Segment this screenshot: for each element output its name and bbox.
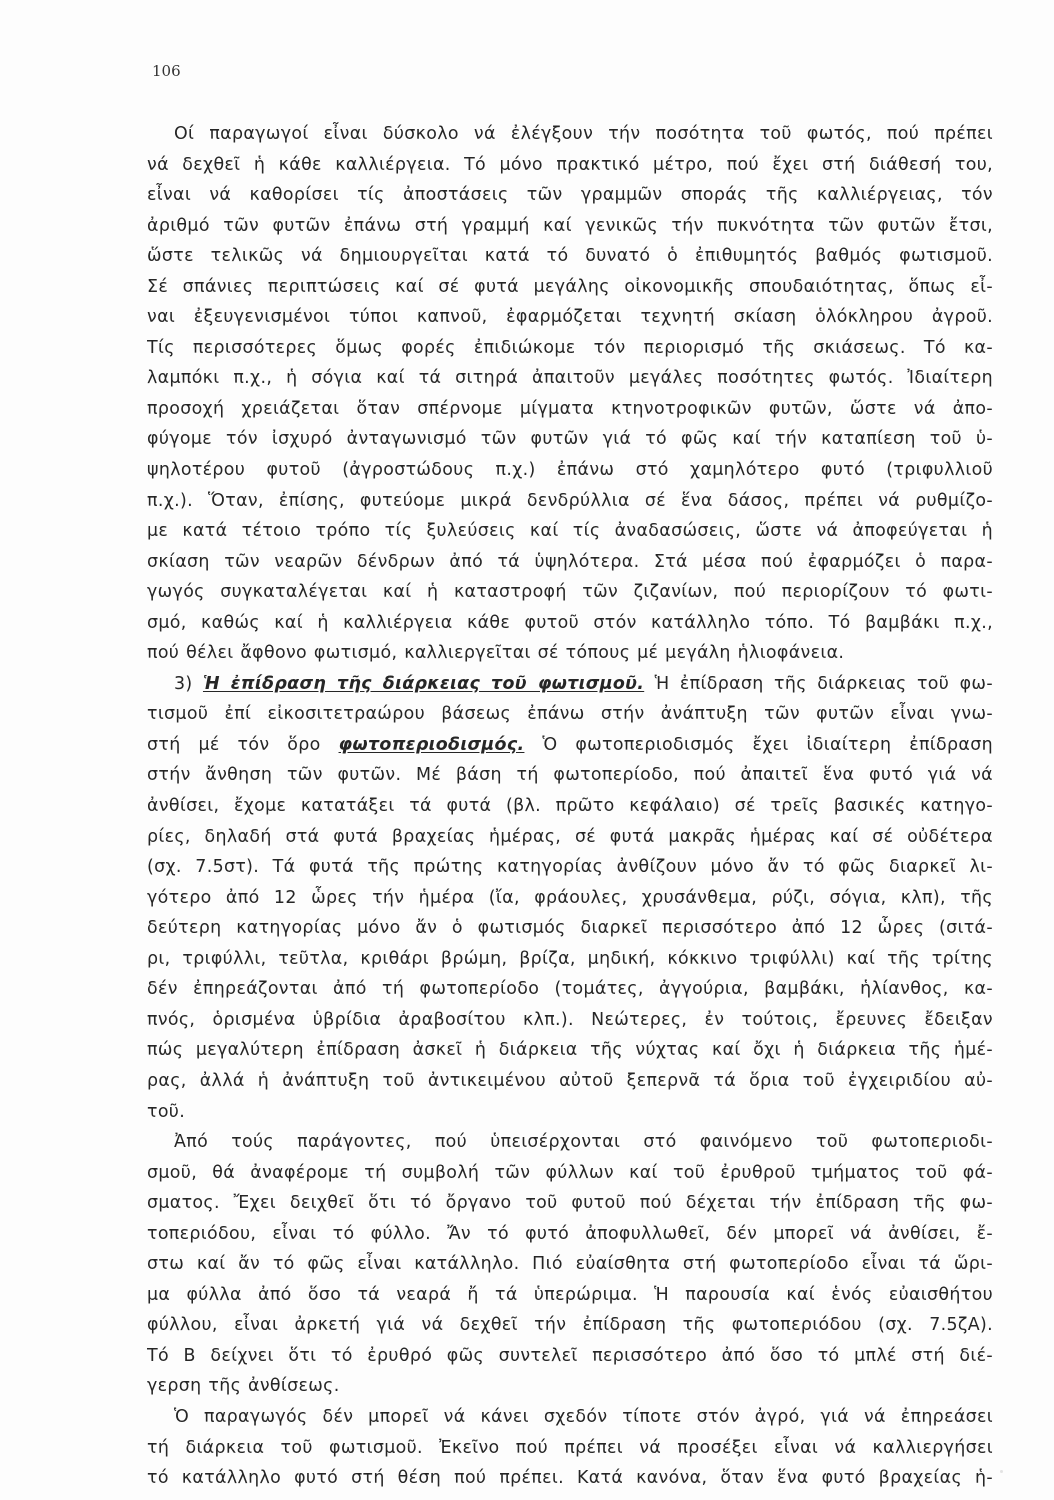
- page-number: 106: [152, 62, 181, 80]
- text-line: σματος. Ἔχει δειχθεῖ ὅτι τό ὄργανο τοῦ φυτοῦ πού δέχεται τήν ἐπίδραση τῆς φω-: [147, 1193, 993, 1214]
- text-line: στήν ἄνθηση τῶν φυτῶν. Μέ βάση τή φωτοπερίοδο, πού ἀπαιτεῖ ἕνα φυτό γιά νά: [147, 765, 993, 786]
- text-line: (σχ. 7.5στ). Τά φυτά τῆς πρώτης κατηγορίας ἀνθίζουν μόνο ἄν τό φῶς διαρκεῖ λι-: [147, 857, 993, 878]
- text-line: τοῦ.: [147, 1101, 186, 1122]
- text-line: μα φύλλα ἀπό ὅσο τά νεαρά ἤ τά ὑπερώριμα. Ἡ παρουσία καί ἑνός εὐαισθήτου: [147, 1284, 993, 1305]
- text-line: τό κατάλληλο φυτό στή θέση πού πρέπει. Κατά κανόνα, ὅταν ἕνα φυτό βραχείας ἡ-: [147, 1468, 993, 1489]
- body-text: [147, 119, 993, 1494]
- text-line: Ὁ παραγωγός δέν μπορεῖ νά κάνει σχεδόν τίποτε στόν ἀγρό, γιά νά ἐπηρεάσει: [174, 1406, 993, 1427]
- text-line: ψηλοτέρου φυτοῦ (ἀγροστώδους π.χ.) ἐπάνω στό χαμηλότερο φυτό (τριφυλλιοῦ: [147, 460, 993, 481]
- text-line: ρι, τριφύλλι, τεῦτλα, κριθάρι βρώμη, βρίζα, μηδική, κόκκινο τριφύλλι) καί τῆς τρίτης: [147, 948, 993, 969]
- text-line: Τό Β δείχνει ὅτι τό ἐρυθρό φῶς συντελεῖ περισσότερο ἀπό ὅσο τό μπλέ στή διέ-: [147, 1345, 993, 1366]
- text-line: φύγομε τόν ἰσχυρό ἀνταγωνισμό τῶν φυτῶν γιά τό φῶς καί τήν καταπίεση τοῦ ὑ-: [147, 429, 993, 450]
- text-line: πνός, ὁρισμένα ὑβρίδια ἀραβοσίτου κλπ.). Νεώτερες, ἐν τούτοις, ἔρευνες ἔδειξαν: [147, 1009, 993, 1030]
- text-line: ἀνθίσει, ἔχομε κατατάξει τά φυτά (βλ. πρῶτο κεφάλαιο) σέ τρεῖς βασικές κατηγο-: [147, 796, 993, 817]
- text-line: με κατά τέτοιο τρόπο τίς ξυλεύσεις καί τίς ἀναδασώσεις, ὥστε νά ἀποφεύγεται ἡ: [147, 521, 993, 542]
- text-line: γωγός συγκαταλέγεται καί ἡ καταστροφή τῶν ζιζανίων, πού περιορίζουν τό φωτι-: [147, 582, 993, 603]
- text-line: τή διάρκεια τοῦ φωτισμοῦ. Ἐκεῖνο πού πρέπει νά προσέξει εἶναι νά καλλιεργήσει: [147, 1437, 993, 1458]
- text-line: π.χ.). Ὅταν, ἐπίσης, φυτεύομε μικρά δενδρύλλια σέ ἕνα δάσος, πρέπει νά ρυθμίζο-: [147, 490, 993, 511]
- section-heading: Ἡ ἐπίδραση τῆς διάρκειας τοῦ φωτισμοῦ.: [202, 673, 645, 694]
- text-span: Ὁ φωτοπεριοδισμός ἔχει ἰδιαίτερη ἐπίδραση: [542, 734, 993, 755]
- text-line: πώς μεγαλύτερη ἐπίδραση ἀσκεῖ ἡ διάρκεια τῆς νύχτας καί ὄχι ἡ διάρκεια τῆς ἡμέ-: [147, 1040, 993, 1061]
- key-term: φωτοπεριοδισμός.: [338, 734, 525, 755]
- text-line: εἶναι νά καθορίσει τίς ἀποστάσεις τῶν γραμμῶν σποράς τῆς καλλιέργειας, τόν: [147, 185, 993, 206]
- text-line: σμό, καθώς καί ἡ καλλιέργεια κάθε φυτοῦ στόν κατάλληλο τόπο. Τό βαμβάκι π.χ.,: [147, 612, 993, 633]
- text-line: δέν ἐπηρεάζονται ἀπό τή φωτοπερίοδο (τομάτες, ἀγγούρια, βαμβάκι, ἡλίανθος, κα-: [147, 979, 993, 1000]
- text-line: ρας, ἀλλά ἡ ἀνάπτυξη τοῦ ἀντικειμένου αὐτοῦ ξεπερνᾶ τά ὅρια τοῦ ἐγχειριδίου αὐ-: [147, 1070, 993, 1091]
- text-line: Τίς περισσότερες ὅμως φορές ἐπιδιώκομε τόν περιορισμό τῆς σκιάσεως. Τό κα-: [147, 337, 993, 358]
- text-line: γερση τῆς ἀνθίσεως.: [147, 1376, 340, 1397]
- text-line: σμοῦ, θά ἀναφέρομε τή συμβολή τῶν φύλλων καί τοῦ ἐρυθροῦ τμήματος τοῦ φά-: [147, 1162, 993, 1183]
- text-line: Σέ σπάνιες περιπτώσεις καί σέ φυτά μεγάλης οἰκονομικῆς σπουδαιότητας, ὅπως εἶ-: [147, 276, 993, 297]
- text-line: τοπεριόδου, εἶναι τό φύλλο. Ἄν τό φυτό ἀποφυλλωθεῖ, δέν μπορεῖ νά ἀνθίσει, ἔ-: [147, 1223, 993, 1244]
- section-heading-line: [147, 669, 993, 700]
- text-line: Οί παραγωγοί εἶναι δύσκολο νά ἐλέγξουν τήν ποσότητα τοῦ φωτός, πού πρέπει: [174, 124, 993, 144]
- text-line: ρίες, δηλαδή στά φυτά βραχείας ἡμέρας, σέ φυτά μακρᾶς ἡμέρας καί σέ οὐδέτερα: [147, 826, 993, 847]
- text-line: λαμπόκι π.χ., ἡ σόγια καί τά σιτηρά ἀπαιτοῦν μεγάλες ποσότητες φωτός. Ἰδιαίτερη: [147, 368, 993, 389]
- text-line: Ἀπό τούς παράγοντες, πού ὑπεισέρχονται στό φαινόμενο τοῦ φωτοπεριοδι-: [174, 1132, 993, 1153]
- text-span: στή μέ τόν ὅρο: [147, 734, 321, 755]
- text-line: προσοχή χρειάζεται ὅταν σπέρνομε μίγματα κτηνοτροφικῶν φυτῶν, ὥστε νά ἀπο-: [147, 398, 993, 419]
- text-line: ὥστε τελικῶς νά δημιουργεῖται κατά τό δυνατό ὁ ἐπιθυμητός βαθμός φωτισμοῦ.: [147, 246, 993, 267]
- text-line: τισμοῦ ἐπί εἰκοσιτετραώρου βάσεως ἐπάνω στήν ἀνάπτυξη τῶν φυτῶν εἶναι γνω-: [147, 704, 993, 725]
- text-line: ναι ἐξευγενισμένοι τύποι καπνοῦ, ἐφαρμόζεται τεχνητή σκίαση ὁλόκληρου ἀγροῦ.: [147, 307, 993, 328]
- text-line: ἀριθμό τῶν φυτῶν ἐπάνω στή γραμμή καί γενικῶς τήν πυκνότητα τῶν φυτῶν ἔτσι,: [147, 215, 993, 236]
- text-span: Ἡ ἐπίδραση τῆς διάρκειας τοῦ φω-: [654, 673, 993, 694]
- scan-speck: [1000, 1470, 1003, 1473]
- text-line: πού θέλει ἄφθονο φωτισμό, καλλιεργεῖται σέ τόπους μέ μεγάλη ἡλιοφάνεια.: [147, 643, 845, 664]
- text-line: νά δεχθεῖ ἡ κάθε καλλιέργεια. Τό μόνο πρακτικό μέτρο, πού ἔχει στή διάθεσή του,: [147, 154, 993, 175]
- text-line: στω καί ἄν τό φῶς εἶναι κατάλληλο. Πιό εὐαίσθητα στή φωτοπερίοδο εἶναι τά ὥρι-: [147, 1254, 993, 1275]
- text-line: [147, 730, 993, 761]
- text-line: γότερο ἀπό 12 ὧρες τήν ἡμέρα (ἴα, φράουλες, χρυσάνθεμα, ρύζι, σόγια, κλπ), τῆς: [147, 887, 993, 908]
- text-line: σκίαση τῶν νεαρῶν δένδρων ἀπό τά ὑψηλότερα. Στά μέσα πού ἐφαρμόζει ὁ παρα-: [147, 551, 993, 572]
- section-number: 3): [174, 673, 193, 694]
- text-line: δεύτερη κατηγορίας μόνο ἄν ὁ φωτισμός διαρκεῖ περισσότερο ἀπό 12 ὧρες (σιτά-: [147, 918, 993, 939]
- text-line: φύλλου, εἶναι ἀρκετή γιά νά δεχθεῖ τήν ἐπίδραση τῆς φωτοπεριόδου (σχ. 7.5ζΑ).: [147, 1315, 993, 1336]
